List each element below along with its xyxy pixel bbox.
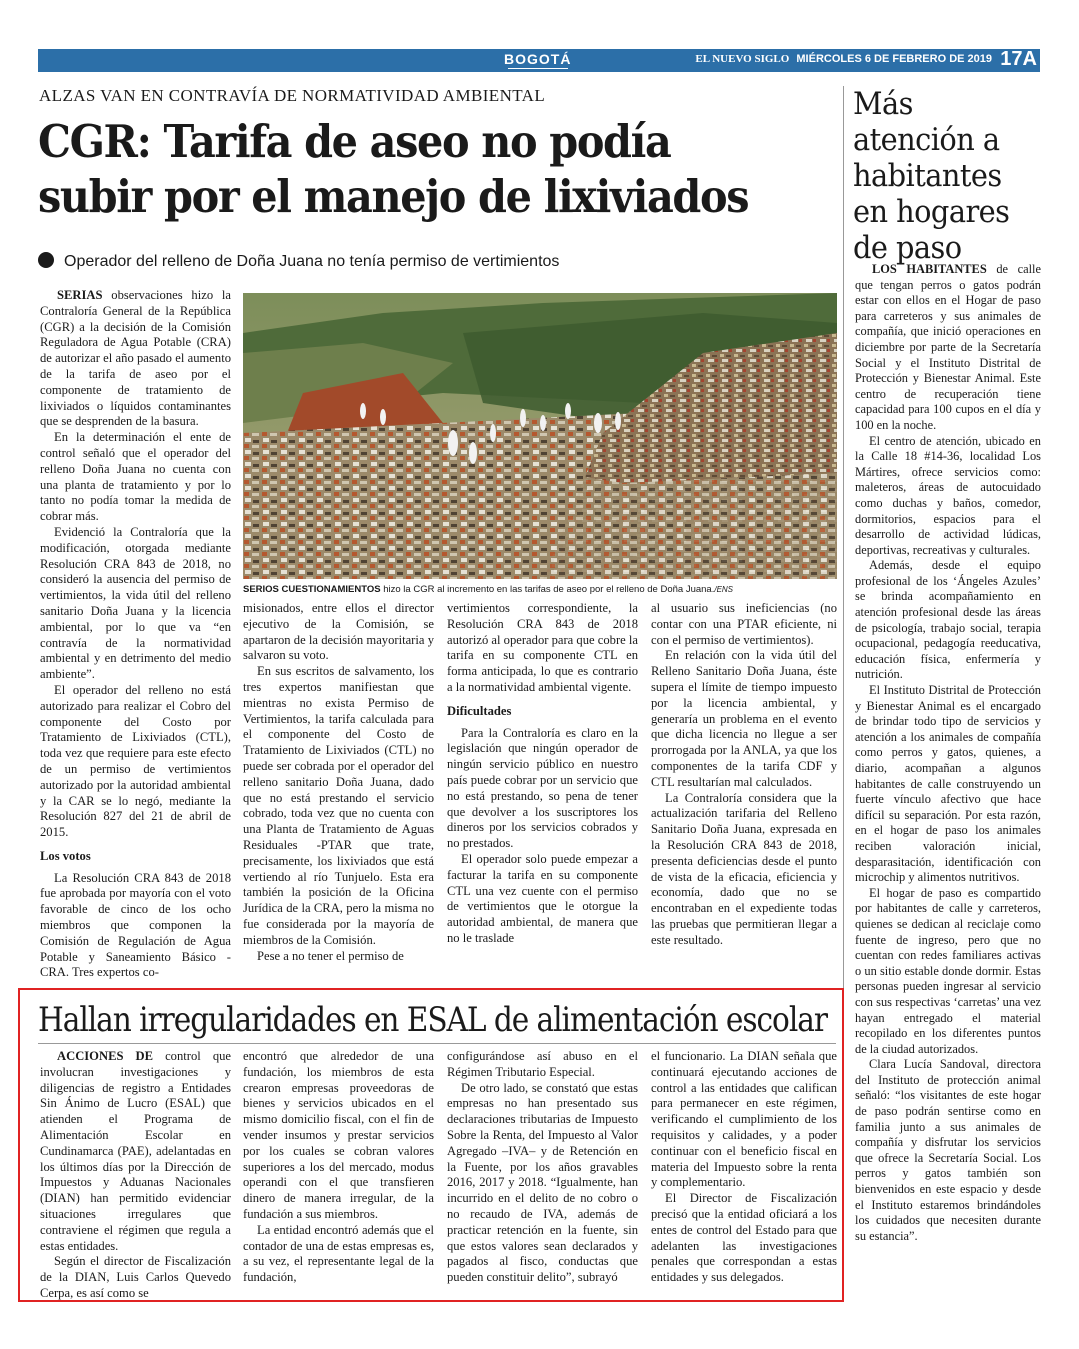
article-paragraph: Pese a no tener el permiso de: [257, 948, 404, 963]
article-paragraph: misionados, entre ellos el director ejecutivo de la Comisión, se apartaron de la decisión mayoritaria y salvaron su voto.: [243, 601, 434, 663]
article-paragraph: La Resolución CRA 843 de 2018 fue aprobada por mayoría con el voto favorable de cinco de los ocho miembros que componen la Comisión de Regulación de Agua Potable y Saneamiento Básico - CRA. Tres expertos co-: [40, 870, 231, 980]
landfill-image: [243, 293, 837, 579]
lead-word: LOS HABITANTES: [872, 262, 987, 276]
article-column-4: [651, 601, 837, 949]
article-paragraph: La Contraloría considera que la actualización tarifaria del Relleno Sanitario Doña Juana, expresada en la Resolución CRA 843 de 2018, presenta deficiencias desde el punto de vista de la eficacia, eficiencia y economía, dado que no se encontraban en el expediente todas las pruebas que permitieran llegar a este resultado.: [651, 790, 837, 947]
box-headline: Hallan irregularidades en ESAL de alimentación escolar: [38, 1000, 827, 1040]
subheading: Dificultades: [447, 703, 512, 718]
article-paragraph: Evidenció la Contraloría que la modificación, otorgada mediante Resolución CRA 843 de 2018, no consideró la ausencia del permiso de vertimientos, la vida útil del relleno sanitario Doña Juana y la licencia ambiental, por lo que va “en contravía de la normatividad ambiental y en detrimento del medio ambiente”.: [40, 524, 231, 682]
section-name: BOGOTÁ: [504, 51, 572, 67]
lead-word: ACCIONES DE: [57, 1049, 154, 1063]
box-paragraph: ACCIONES DE control que involucran investigaciones y diligencias de registro a Entidades Sin Ánimo de Lucro (ESAL) que atienden el Programa de Alimentación Escolar en Cundinamarca (PAE), adelantadas en los últimos días por la Dirección de Impuestos y Aduanas Nacionales (DIAN) han permitido evidenciar situaciones irregulares que contraviene el régimen que regula a estas entidades.: [40, 1049, 231, 1253]
article-column-3: [447, 601, 638, 947]
article-headline: CGR: Tarifa de aseo no podía subir por el manejo de lixiviados: [38, 115, 749, 223]
box-paragraph: El Director de Fiscalización precisó que la entidad oficiará a los entes de control del Estado para que adelanten las investigaciones penales que correspondan a estas entidades y sus delegados.: [651, 1191, 837, 1285]
subheading: Los votos: [40, 848, 91, 863]
box-paragraph: configurándose así abuso en el Régimen Tributario Especial.: [447, 1049, 638, 1079]
article-column-2: [243, 601, 434, 964]
box-paragraph: La entidad encontró además que el contador de una de estas empresas es, a su vez, el representante legal de la fundación,: [243, 1222, 434, 1285]
publication-date: MIÉRCOLES 6 DE FEBRERO DE 2019: [796, 53, 992, 65]
box-column-4: [651, 1049, 837, 1286]
article-paragraph: En la determinación el ente de control señaló que el operador del relleno Doña Juana no cuenta con una planta de tratamiento y por lo tanto no podía tomar la medida de cobrar más.: [40, 430, 231, 524]
article-paragraph: vertimientos correspondiente, la Resolución CRA 843 de 2018 autorizó al operador para que cobre la tarifa en su componente CTL en forma anticipada, lo que es contrario a la normatividad ambiental vigente.: [447, 601, 638, 694]
article-paragraph: En sus escritos de salvamento, los tres expertos manifiestan que mientras no exista Permiso de Vertimientos, la tarifa calculada para el componente del Costo de Tratamiento de Lixiviados (CTL) no puede ser cobrada por el operador del relleno sanitario Doña Juana, dado que no está prestando el servicio cobrado, toda vez que no cuenta con una Planta de Tratamiento de Aguas Residuales -PTAR que trate, precisamente, los lixiviados que está vertiendo al río Tunjuelo. Esta era también la posición de la Oficina Jurídica de la CRA, pero la misma no fue considerada por la mayoría de miembros de la Comisión.: [243, 664, 434, 947]
lead-word: SERIAS: [57, 288, 103, 302]
sidebar-paragraph: Clara Lucía Sandoval, directora del Instituto de protección animal señaló: “los visitantes de este hogar de paso podrán sentirse como en familia junto a sus animales de compañía y disfrutar los servicios que ofrece la Secretaría Social. Los perros y gatos también son bienvenidos en este espacio y desde el Instituto estaremos brindándoles los cuidados que necesiten durante su estancia”.: [855, 1057, 1041, 1243]
sidebar-body: [855, 262, 1041, 1244]
box-paragraph: De otro lado, se constató que estas empresas no han presentado sus declaraciones tributarias de Impuesto Sobre la Renta, del Impuesto al Valor Agregado –IVA– y de Retención en la Fuente, por los años gravables 2016, 2017 y 2018. “Igualmente, han incurrido en el delito de no cobro o no recaudo de IVA, además de practicar retención en la fuente, sin que estos valores sean declarados y pagados al fisco, conductas que pueden constituir delito”, subrayó: [447, 1080, 638, 1285]
caption-lead: SERIOS CUESTIONAMIENTOS: [243, 584, 381, 595]
page-header-bar: [38, 49, 1040, 72]
article-paragraph: Para la Contraloría es claro en la legislación que ningún operador de ningún servicio público en nuestro país puede cobrar por un servicio que no está prestando, so pena de tener que devolver a los suscriptores los dineros por los servicios cobrados y no prestados.: [447, 725, 638, 851]
article-kicker: ALZAS VAN EN CONTRAVÍA DE NORMATIVIDAD AMBIENTAL: [39, 86, 546, 105]
article-paragraph: SERIAS observaciones hizo la Contraloría General de la República (CGR) a la decisión de la Comisión Reguladora de Agua Potable (CRA) de autorizar el año pasado el aumento de la tarifa de aseo por el componente de tratamiento de lixiviados o líquidos contaminantes que se desprenden de la basura.: [40, 288, 231, 429]
sidebar-paragraph: El hogar de paso es compartido por habitantes de calle y carreteros, quienes se dedican al reciclaje como fuente de ingreso, pero que no cuentan con redes familiares activas o un sitio estable donde dormir. Estas personas pueden ingresar al servicio con sus respectivas ‘carretas’ una vez hayan entregado el material recopilado en los diferentes puntos de la ciudad autorizados.: [855, 885, 1041, 1056]
article-paragraph: En relación con la vida útil del Relleno Sanitario Doña Juana, éste supera el límite de tiempo impuesto por la licencia ambiental, y generaría un problema en el evento que dicha licencia no llegue a ser prorrogada por la ANLA, ya que los componentes de la tarifa CDF y CTL resultarían mal calculados.: [651, 648, 837, 789]
sidebar-paragraph: El centro de atención, ubicado en la Calle 18 #14-36, localidad Los Mártires, ofrece servicios como: maleteros, áreas de autocuidado como duchas y baños, comedor, dormitorios, espacios para el desarrollo de actividad lúdicas, deportivas, recreativas y culturales.: [855, 433, 1041, 557]
bullet-icon: [38, 252, 54, 268]
page-number: 17A: [1000, 48, 1037, 70]
sidebar-title: Más atención a habitantes en hogares de paso: [853, 86, 1010, 266]
sidebar-paragraph: LOS HABITANTES de calle que tengan perros o gatos podrán estar con ellos en el Hogar de paso para carreteros y sus animales de compañía, que inició operaciones en diciembre por parte de la Secretaría Social y el Instituto Distrital de Protección y Bienestar Animal. Este centro de recuperación tiene capacidad para 100 cupos en el día y 100 en la noche.: [855, 262, 1041, 432]
sidebar-paragraph: Además, desde el equipo profesional de los ‘Ángeles Azules’ se brinda acompañamiento en atención profesional desde las áreas de psicología, trabajo social, terapia ocupacional, pedagogía reeducativa, educación física, enfermería y nutrición.: [855, 558, 1041, 682]
box-paragraph: encontró que alrededor de una fundación, los miembros de esta crearon empresas proveedoras de bienes y servicios ubicados en el mismo domicilio fiscal, con el fin de vender insumos y prestar servicios por los cuales se cobran valores superiores a los del mercado, modus operandi con el que transfieren dinero de manera irregular, de la fundación a sus miembros.: [243, 1049, 434, 1221]
box-column-3: [447, 1049, 638, 1286]
box-paragraph: Según el director de Fiscalización de la DIAN, Luis Carlos Quevedo Cerpa, es así como se: [40, 1254, 231, 1300]
article-paragraph: El operador solo puede empezar a facturar la tarifa en su componente CTL una vez cuente con el permiso de vertimientos que le otorgue la autoridad ambiental, de manera que no le traslade: [447, 851, 638, 945]
article-subtitle: [38, 252, 559, 271]
sidebar-paragraph: El Instituto Distrital de Protección y Bienestar Animal es el encargado de brindar todo tipo de servicios y atención a los animales de compañía como perros y gatos, quienes, a diario, acompañan a algunos habitantes de calle construyendo un fuerte vínculo afectivo que hace difícil su separación. Por esta razón, en el hogar de paso los animales reciben valoración inicial, desparasitación, identificación con microchip y alimentos nutritivos.: [855, 683, 1041, 885]
article-column-1: [40, 288, 231, 981]
newspaper-name: EL NUEVO SIGLO: [695, 53, 790, 65]
photo-credit: /ENS: [714, 585, 734, 594]
publication-line: [695, 53, 992, 65]
subtitle-text: Operador del relleno de Doña Juana no tenía permiso de vertimientos: [64, 253, 560, 270]
landfill-photo: [243, 293, 837, 579]
box-column-2: [243, 1049, 434, 1286]
section-underline: [508, 68, 568, 69]
article-paragraph: El operador del relleno no está autorizado para realizar el Cobro del componente del Costo por Tratamiento de Lixiviados (CTL), toda vez que requiere para este efecto de un permiso de vertimientos autorizado por la autoridad ambiental y la CAR se lo negó, mediante la Resolución 827 del 21 de abril de 2015.: [40, 682, 231, 840]
article-paragraph: al usuario sus ineficiencias (no contar con una PTAR eficiente, ni con el permiso de vertimientos).: [651, 601, 837, 647]
box-paragraph: el funcionario. La DIAN señala que continuará ejecutando acciones de control a las entidades que califican para permanecer en este régimen, verificando el cumplimiento de los requisitos y calidades, y a poder continuar con el beneficio fiscal en materia del Impuesto sobre la renta y complementario.: [651, 1049, 837, 1190]
box-title-rule: [38, 1043, 836, 1044]
box-column-1: [40, 1049, 231, 1302]
photo-caption: [243, 584, 837, 595]
caption-text: hizo la CGR al incremento en las tarifas de aseo por el relleno de Doña Juana.: [383, 584, 715, 595]
